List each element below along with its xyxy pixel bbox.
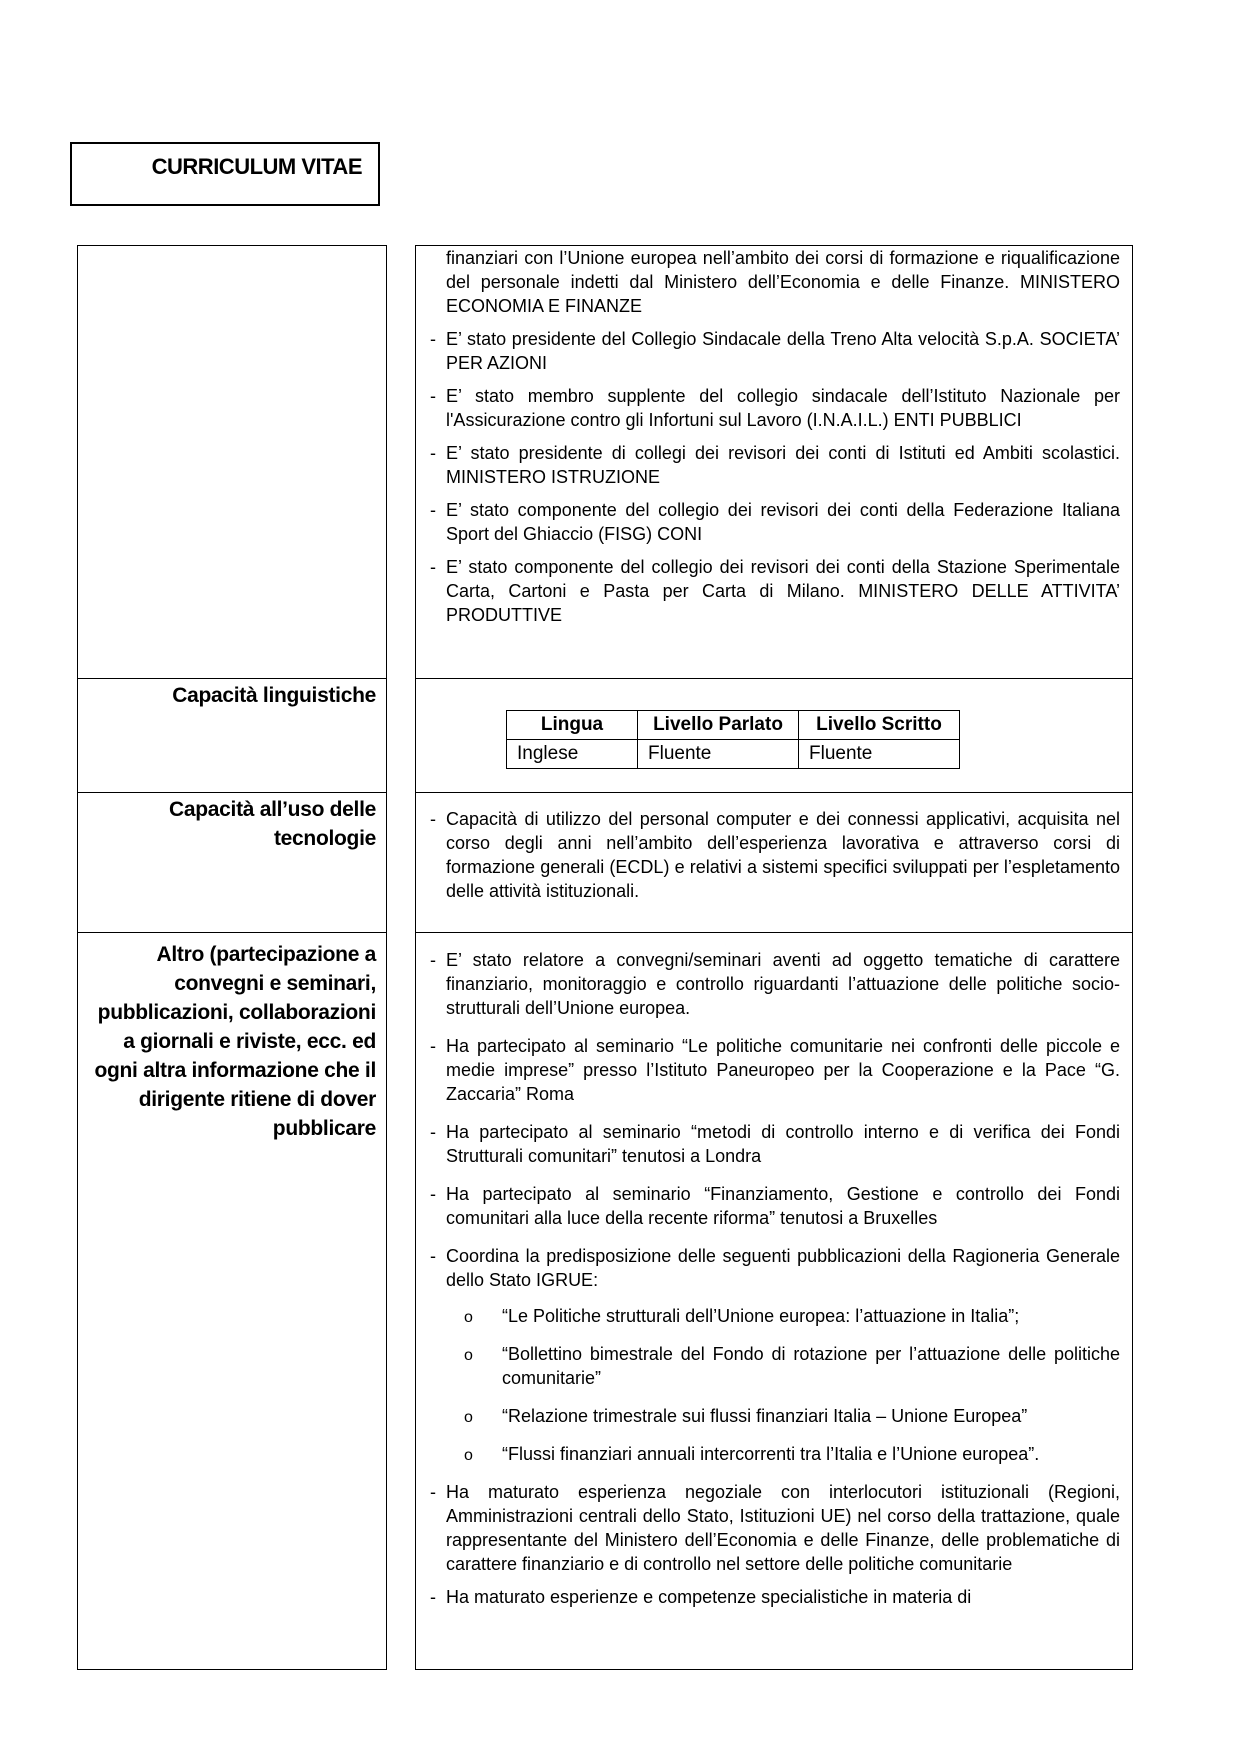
experience-section bbox=[430, 246, 1120, 636]
divider bbox=[78, 932, 386, 933]
divider bbox=[78, 678, 386, 679]
table-row bbox=[507, 740, 960, 769]
table-cell: Fluente bbox=[799, 740, 960, 769]
divider bbox=[416, 932, 1132, 933]
list-item: - Coordina la predisposizione delle seguenti pubblicazioni della Ragioneria Generale dello Stato IGRUE: bbox=[430, 1246, 1120, 1290]
list-item: - E’ stato componente del collegio dei revisori dei conti della Federazione Italiana Sport del Ghiaccio (FISG) CONI bbox=[430, 500, 1120, 544]
publication-item: o “Flussi finanziari annuali intercorrenti tra l’Italia e l’Unione europea”. bbox=[464, 1444, 1040, 1464]
table-cell: Fluente bbox=[638, 740, 799, 769]
list-item: - Ha partecipato al seminario “Le politiche comunitarie nei confronti delle piccole e medie imprese” presso l’Istituto Paneuropeo per la Cooperazione e la Pace “G. Zaccaria” Roma bbox=[430, 1036, 1120, 1104]
languages-label: Capacità linguistiche bbox=[172, 684, 376, 707]
list-item: - E’ stato relatore a convegni/seminari aventi ad oggetto tematiche di carattere finanziario, monitoraggio e controllo riguardanti l’attuazione delle politiche socio-strutturali dell’Unione europea. bbox=[430, 950, 1120, 1018]
list-item: - Ha maturato esperienza negoziale con interlocutori istituzionali (Regioni, Amministrazioni centrali dello Stato, Istituzioni UE) nel corso della trattazione, quale rappresentante del Ministero dell’Economia e delle Finanze, delle problematiche di carattere finanziario e di controllo nel settore delle politiche comunitarie bbox=[430, 1482, 1120, 1574]
publication-item: o “Le Politiche strutturali dell’Unione europea: l’attuazione in Italia”; bbox=[464, 1306, 1020, 1326]
publication-item: o “Bollettino bimestrale del Fondo di rotazione per l’attuazione delle politiche comunitarie” bbox=[464, 1344, 1120, 1388]
divider bbox=[78, 792, 386, 793]
list-item: - Ha partecipato al seminario “Finanziamento, Gestione e controllo dei Fondi comunitari alla luce della recente riforma” tenutosi a Bruxelles bbox=[430, 1184, 1120, 1228]
content-column bbox=[415, 245, 1133, 1670]
cv-title-box bbox=[70, 142, 380, 206]
table-header: Livello Parlato bbox=[638, 711, 799, 740]
experience-lead-text: finanziari con l’Unione europea nell’ambito dei corsi di formazione e riqualificazione del personale indetti dal Ministero dell’Economia e delle Finanze. MINISTERO ECONOMIA E FINANZE bbox=[446, 248, 1120, 316]
other-label: Altro (partecipazione a convegni e seminari, pubblicazioni, collaborazioni a giornali e riviste, ecc. ed ogni altra informazione che il dirigente ritiene di dover pubblicare bbox=[94, 943, 376, 1140]
list-item: - Ha partecipato al seminario “metodi di controllo interno e di verifica dei Fondi Strutturali comunitari” tenutosi a Londra bbox=[430, 1122, 1120, 1166]
label-column bbox=[77, 245, 387, 1670]
technology-label: Capacità all’uso delle tecnologie bbox=[169, 798, 376, 850]
list-item: - E’ stato presidente del Collegio Sindacale della Treno Alta velocità S.p.A. SOCIETA’ PER AZIONI bbox=[430, 329, 1120, 373]
list-item: - E’ stato componente del collegio dei revisori dei conti della Stazione Sperimentale Carta, Cartoni e Pasta per Carta di Milano. MINISTERO DELLE ATTIVITA’ PRODUTTIVE bbox=[430, 557, 1120, 625]
page-title: CURRICULUM VITAE bbox=[151, 154, 362, 179]
other-section bbox=[430, 948, 1120, 1618]
divider bbox=[416, 678, 1132, 679]
list-item: - Ha maturato esperienze e competenze specialistiche in materia di bbox=[430, 1587, 972, 1607]
list-item: - E’ stato membro supplente del collegio sindacale dell’Istituto Nazionale per l'Assicurazione contro gli Infortuni sul Lavoro (I.N.A.I.L.) ENTI PUBBLICI bbox=[430, 386, 1120, 430]
table-header: Lingua bbox=[507, 711, 638, 740]
publication-item: o “Relazione trimestrale sui flussi finanziari Italia – Unione Europea” bbox=[464, 1406, 1028, 1426]
technology-section bbox=[430, 807, 1120, 912]
divider bbox=[416, 792, 1132, 793]
table-header-row bbox=[507, 711, 960, 740]
list-item: - E’ stato presidente di collegi dei revisori dei conti di Istituti ed Ambiti scolastici. MINISTERO ISTRUZIONE bbox=[430, 443, 1120, 487]
table-header: Livello Scritto bbox=[799, 711, 960, 740]
language-table bbox=[506, 710, 960, 769]
table-cell: Inglese bbox=[507, 740, 638, 769]
list-item: - Capacità di utilizzo del personal computer e dei connessi applicativi, acquisita nel corso degli anni nell’ambito dell’esperienza lavorativa e attraverso corsi di formazione generali (ECDL) e relativi a sistemi specifici sviluppati per l’espletamento delle attività istituzionali. bbox=[430, 809, 1120, 901]
